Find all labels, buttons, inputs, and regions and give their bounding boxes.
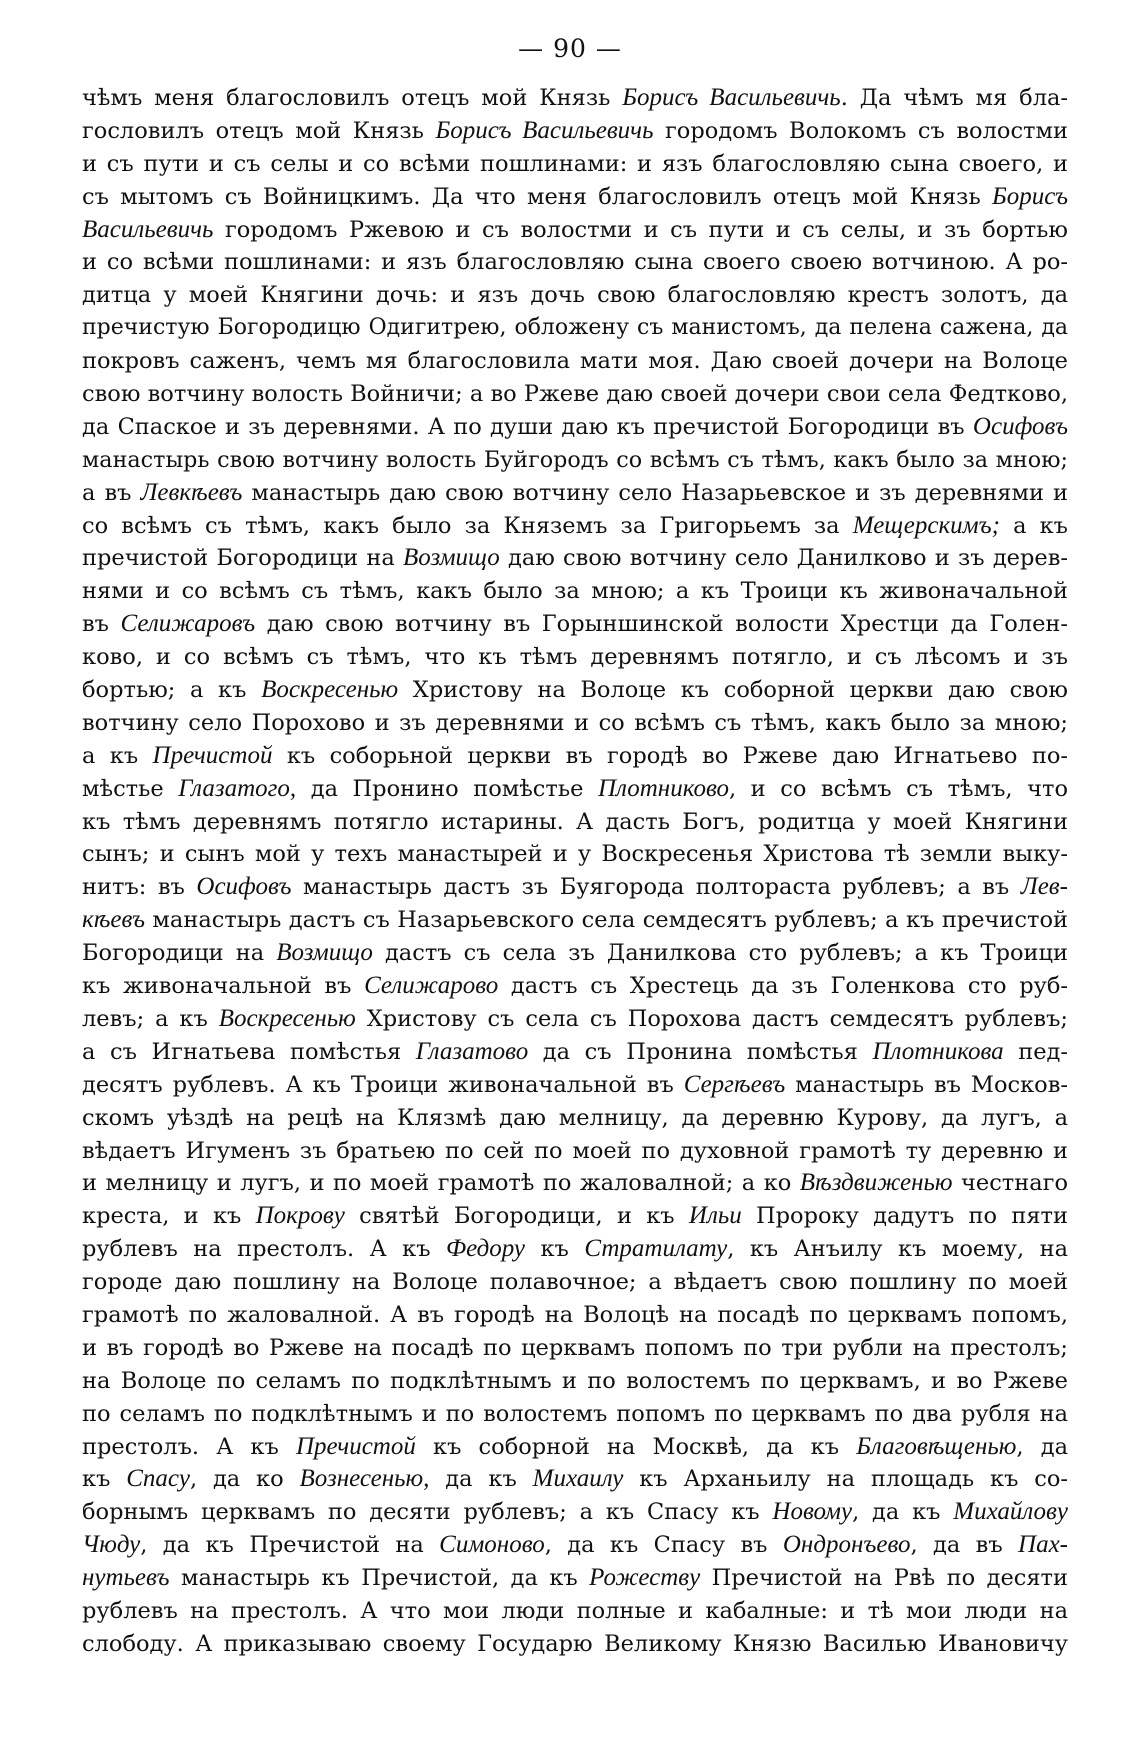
text-segment: а къ	[82, 742, 153, 769]
text-line	[82, 838, 1068, 871]
italic-name: Новому	[772, 1498, 853, 1526]
italic-name: Федору	[446, 1235, 526, 1263]
text-segment: городе даю пошлину на Волоце полавочное; а вѣдаетъ свою пошлину по моей	[82, 1269, 1068, 1296]
text-line	[82, 1299, 1068, 1332]
text-segment: Христову съ села съ Порохова дастъ семдесятъ рублевъ;	[355, 1005, 1068, 1032]
text-line	[82, 740, 1068, 773]
text-line	[82, 148, 1068, 181]
text-segment: покровъ саженъ, чемъ мя благословила мати моя. Даю своей дочери на Волоце	[82, 348, 1068, 375]
text-line	[82, 312, 1068, 345]
text-line	[82, 1102, 1068, 1135]
text-line	[82, 904, 1068, 937]
italic-name: Селижаровъ	[120, 610, 256, 638]
italic-name: кѣевъ	[82, 906, 145, 934]
text-line	[82, 181, 1068, 214]
text-line	[82, 115, 1068, 148]
text-line	[82, 1398, 1068, 1431]
text-line	[82, 1365, 1068, 1398]
text-segment: къ соборной на Москвѣ, да къ	[415, 1433, 857, 1460]
text-line	[82, 674, 1068, 707]
text-segment: рублевъ на престолъ. А что мои люди полные и кабалные: и тѣ мои люди на	[82, 1597, 1068, 1624]
text-segment: пречистую Богородицю Одигитрею, обложену съ манистомъ, да пелена сажена, да	[82, 315, 1068, 341]
text-segment: да съ Пронина помѣстья	[528, 1038, 873, 1065]
text-line	[82, 345, 1068, 378]
text-line	[82, 707, 1068, 740]
text-segment: , да къ Пречистой на	[140, 1532, 440, 1559]
italic-name: Плотникова	[872, 1037, 1004, 1065]
text-segment: , да въ	[910, 1532, 1019, 1559]
text-segment: къ	[82, 1466, 127, 1493]
italic-name: Осифовъ	[196, 873, 292, 901]
text-segment: , да	[1016, 1433, 1068, 1460]
text-segment: манастырь дастъ зъ Буягорода полтораста рублевъ; а въ	[291, 874, 1021, 901]
italic-name: Михайлову	[953, 1498, 1068, 1526]
text-line	[82, 1069, 1068, 1102]
text-segment: нями и со всѣмъ съ тѣмъ, какъ было за мною; а къ Троици къ живоначальной	[82, 578, 1068, 605]
text-segment: . Да чѣмъ мя бла-	[840, 85, 1069, 111]
text-segment: а въ	[82, 479, 141, 506]
italic-name: Вѣздвиженью	[799, 1169, 953, 1197]
text-line	[82, 542, 1068, 575]
text-line	[82, 279, 1068, 312]
text-segment: слободу. А приказываю своему Государю Великому Князю Василью Ивановичу	[82, 1630, 1068, 1657]
text-segment: и съ пути и съ селы и со всѣми пошлинами: и язъ благословляю сына своего, и	[82, 150, 1068, 177]
text-segment: по селамъ по подклѣтнымъ и по волостемъ попомъ по церквамъ по два рубля на	[82, 1400, 1068, 1427]
text-line	[82, 1628, 1068, 1661]
text-line	[82, 82, 1068, 115]
text-segment: даю свою вотчину село Данилково и зъ дерев-	[499, 545, 1068, 572]
text-segment: и въ городѣ во Ржеве на посадѣ по церквамъ попомъ по три рубли на престолъ;	[82, 1334, 1068, 1361]
text-line	[82, 773, 1068, 806]
italic-name: Воскресенью	[218, 1004, 356, 1032]
italic-name: Михаилу	[532, 1465, 624, 1493]
text-segment: да Пронино помѣстье	[296, 775, 598, 802]
text-segment: грамотѣ по жаловалной. А въ городѣ на Волоцѣ на посадѣ по церквамъ попомъ,	[82, 1301, 1068, 1328]
text-line	[82, 444, 1068, 477]
italic-name: Борисъ Васильевичь	[435, 116, 654, 144]
text-line	[82, 937, 1068, 970]
text-segment: на Волоце по селамъ по подклѣтнымъ и по волостемъ по церквамъ, и во Ржеве	[82, 1367, 1068, 1394]
italic-name: Воскресенью	[261, 676, 399, 704]
italic-name: Рожеству	[589, 1564, 701, 1592]
text-line	[82, 378, 1068, 411]
text-segment: , да ко	[189, 1466, 300, 1493]
text-line	[82, 246, 1068, 279]
italic-name: Пречистой	[295, 1432, 416, 1460]
italic-name: Осифовъ	[972, 412, 1068, 440]
italic-name: Плотниково	[597, 774, 729, 802]
italic-name: Пах-	[1018, 1531, 1069, 1559]
text-line	[82, 1562, 1068, 1595]
italic-name: Спасу	[126, 1465, 190, 1493]
text-segment: борнымъ церквамъ по десяти рублевъ; а къ Спасу къ	[82, 1499, 773, 1526]
text-line	[82, 1431, 1068, 1464]
text-segment: Христову на Волоце къ соборной церкви даю свою	[398, 677, 1068, 704]
italic-name: Пречистой	[152, 741, 273, 769]
text-segment: и со всѣми пошлинами: и язъ благословляю сына своего своею вотчиною. А ро-	[82, 249, 1068, 276]
text-segment: честнаго	[952, 1170, 1068, 1197]
text-segment: къ тѣмъ деревнямъ потягло истарины. А дасть Богъ, родитца у моей Княгини	[82, 808, 1068, 835]
text-segment: пед-	[1003, 1038, 1068, 1065]
text-line	[82, 214, 1068, 247]
text-segment: вѣдаетъ Игуменъ зъ братьею по сей по моей по духовной грамотѣ ту деревню и	[82, 1137, 1068, 1164]
text-segment: гословилъ отецъ мой Князь	[82, 117, 436, 144]
italic-name: Симоново	[439, 1531, 545, 1559]
text-segment: городомъ Волокомъ съ волостми	[653, 117, 1068, 144]
text-segment: мѣстье	[82, 775, 179, 802]
italic-name: Селижарово	[364, 972, 499, 1000]
text-segment: а къ	[999, 512, 1068, 539]
italic-name: Левкѣевъ	[140, 478, 243, 506]
text-segment: манастырь въ Москов-	[785, 1071, 1068, 1098]
text-segment: престолъ. А къ	[82, 1433, 296, 1460]
text-segment: свою вотчину волость Войничи; а во Ржеве даю своей дочери свои села Федтково,	[82, 381, 1068, 408]
text-segment: съ мытомъ съ Войницкимъ. Да что меня благословилъ отецъ мой Князь	[82, 183, 992, 210]
italic-name: Благовѣщенью	[856, 1432, 1017, 1460]
italic-name: Глазатово	[415, 1037, 529, 1065]
text-line	[82, 510, 1068, 543]
text-segment: левъ; а къ	[82, 1005, 219, 1032]
text-segment: къ Арханьилу на площадь къ со-	[623, 1466, 1069, 1493]
text-segment: манастырь свою вотчину волость Буйгородъ со всѣмъ съ тѣмъ, какъ было за мною;	[82, 446, 1068, 473]
text-line	[82, 1266, 1068, 1299]
italic-name: Покрову	[255, 1202, 345, 1230]
text-segment: рублевъ на престолъ. А къ	[82, 1236, 447, 1263]
document-body	[82, 82, 1068, 1661]
text-segment: пречистой Богородици на	[82, 545, 403, 572]
text-segment: Пречистой на Рвѣ по десяти	[700, 1565, 1068, 1592]
text-segment: Пророку дадутъ по пяти	[741, 1203, 1068, 1230]
text-segment: дитца у моей Княгини дочь: и язъ дочь свою благословляю крестъ золотъ, да	[82, 282, 1068, 309]
text-line	[82, 1135, 1068, 1168]
text-segment: а съ Игнатьева помѣстья	[82, 1038, 416, 1065]
italic-name: Сергѣевъ	[683, 1070, 786, 1098]
text-segment: святѣй Богородици, и къ	[344, 1203, 689, 1230]
italic-name: нутьевъ	[82, 1564, 170, 1592]
text-segment: ково, и со всѣмъ съ тѣмъ, что къ тѣмъ деревнямъ потягло, и съ лѣсомъ и зъ	[82, 644, 1068, 671]
italic-name: Глазатого,	[178, 774, 297, 802]
text-segment: вотчину село Порохово и зъ деревнями и со всѣмъ съ тѣмъ, какъ было за мною;	[82, 709, 1068, 736]
text-line	[82, 1200, 1068, 1233]
text-line	[82, 970, 1068, 1003]
text-line	[82, 1595, 1068, 1628]
text-line	[82, 641, 1068, 674]
text-line	[82, 1332, 1068, 1365]
text-segment: да Спаское и зъ деревнями. А по души даю къ пречистой Богородици въ	[82, 413, 973, 440]
text-segment: скомъ уѣздѣ на рецѣ на Клязмѣ даю мелницу, да деревню Курову, да лугъ, а	[82, 1104, 1068, 1131]
text-segment: въ	[82, 611, 121, 638]
text-segment: дастъ съ села зъ Данилкова сто рублевъ; а къ Троици	[372, 940, 1068, 967]
italic-name: Борисъ	[992, 182, 1068, 210]
text-segment: къ живоначальной въ	[82, 973, 365, 1000]
italic-name: Мещерскимъ;	[852, 511, 1000, 539]
italic-name: Стратилату	[584, 1235, 728, 1263]
text-line	[82, 871, 1068, 904]
text-segment: и мелницу и лугъ, и по моей грамотѣ по жаловалной; а ко	[82, 1170, 800, 1197]
text-line	[82, 608, 1068, 641]
italic-name: Возмищо	[276, 939, 373, 967]
text-line	[82, 1003, 1068, 1036]
text-segment: манастырь дастъ съ Назарьевского села семдесятъ рублевъ; а къ пречистой	[144, 907, 1068, 934]
text-segment: , и со всѣмъ съ тѣмъ, что	[728, 775, 1068, 802]
text-segment: , да къ	[852, 1499, 954, 1526]
text-line	[82, 1167, 1068, 1200]
text-line	[82, 1233, 1068, 1266]
italic-name: Возмищо	[403, 544, 500, 572]
italic-name: Ильи	[688, 1202, 742, 1230]
text-segment: , къ Анъилу къ моему, на	[727, 1236, 1068, 1263]
text-segment: со всѣмъ съ тѣмъ, какъ было за Княземъ за Григорьемъ за	[82, 512, 853, 539]
italic-name: Вознесенью,	[299, 1465, 430, 1493]
text-segment: манастырь даю свою вотчину село Назарьевское и зъ деревнями и	[242, 479, 1068, 506]
text-segment: да къ	[429, 1466, 533, 1493]
text-segment: нитъ: въ	[82, 874, 197, 901]
italic-name: Васильевичь	[82, 215, 214, 243]
text-segment: десятъ рублевъ. А къ Троици живоначальной въ	[82, 1071, 684, 1098]
text-segment: чѣмъ меня благословилъ отецъ мой Князь	[82, 85, 623, 111]
text-line	[82, 1036, 1068, 1069]
italic-name: Лев-	[1020, 873, 1068, 901]
italic-name: Ондронъево	[782, 1531, 911, 1559]
text-segment: дастъ съ Хрестець да зъ Голенкова сто руб-	[498, 973, 1068, 1000]
text-segment: , да къ Спасу въ	[544, 1532, 783, 1559]
text-segment: даю свою вотчину въ Горыншинской волости Хрестци да Голен-	[255, 611, 1069, 638]
text-segment: манастырь къ Пречистой, да къ	[169, 1565, 590, 1592]
text-segment: къ соборьной церкви въ городѣ во Ржеве даю Игнатьево по-	[272, 742, 1068, 769]
italic-name: Борисъ Васильевичь	[622, 84, 841, 111]
text-line	[82, 575, 1068, 608]
page-number: — 90 —	[518, 34, 622, 63]
text-line	[82, 1463, 1068, 1496]
italic-name: Чюду	[82, 1531, 141, 1559]
text-line	[82, 411, 1068, 444]
text-segment: городомъ Ржевою и съ волостми и съ пути и съ селы, и зъ бортью	[213, 216, 1068, 243]
text-line	[82, 1529, 1068, 1562]
text-line	[82, 806, 1068, 839]
text-line	[82, 477, 1068, 510]
text-segment: Богородици на	[82, 940, 277, 967]
text-segment: сынъ; и сынъ мой у техъ манастырей и у Воскресенья Христова тѣ земли выку-	[82, 841, 1068, 868]
text-segment: къ	[525, 1236, 585, 1263]
text-segment: креста, и къ	[82, 1203, 256, 1230]
text-line	[82, 1496, 1068, 1529]
text-segment: бортью; а къ	[82, 677, 262, 704]
